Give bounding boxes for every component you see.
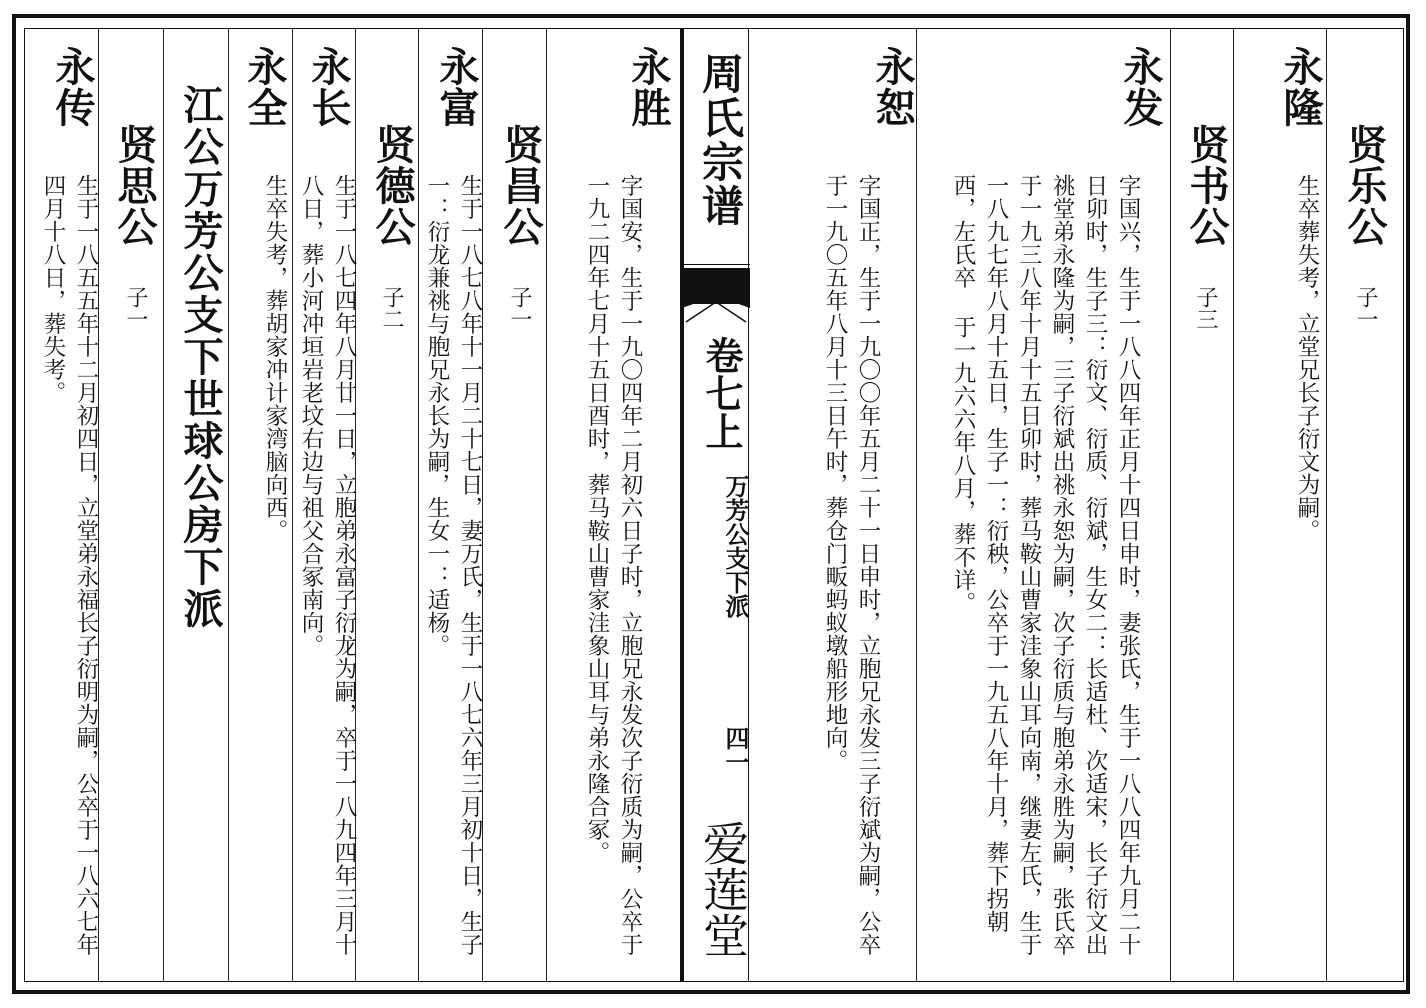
generation-name: 贤思公 <box>111 124 158 247</box>
person-name: 永恕 <box>869 46 916 128</box>
volume-label: 卷七上 <box>699 336 744 450</box>
generation-name: 贤昌公 <box>497 124 544 247</box>
branch-label: 万芳公支下派 <box>721 474 750 618</box>
biography-text: 生于一八五五年十二月初四日，立堂弟永福长子衍明为嗣，公卒于一八六七年四月十八日，葬失考。 <box>40 174 99 956</box>
biography-text: 生于一八七八年十一月二十七日，妻万氏，生于一八七六年三月初十日，生子一：衍龙兼祧与胞兄永长为嗣，生女一：适杨。 <box>424 174 483 956</box>
person-name: 永发 <box>1117 46 1164 128</box>
biography-text: 生卒葬失考，立堂兄长子衍文为嗣。 <box>1294 174 1320 542</box>
person-name: 永全 <box>241 46 288 128</box>
sons-count: 子一 <box>1353 286 1378 330</box>
column-divider <box>163 29 164 981</box>
person-name: 永胜 <box>625 46 672 128</box>
sons-count: 子二 <box>379 286 404 330</box>
column-divider <box>916 29 917 981</box>
column-divider <box>292 29 293 981</box>
biography-text: 字国安，生于一九〇四年二月初六日子时，立胞兄永发次子衍质为嗣，公卒于一九二四年七月十五日酉时，葬马鞍山曹家洼象山耳与弟永隆合冢。 <box>584 174 643 956</box>
column-divider <box>1170 29 1171 981</box>
biography-text: 生于一八七四年八月廿一日，立胞弟永富子衍龙为嗣，卒于一八九四年三月十八日，葬小河冲垣岩老坟右边与祖父合冢南向。 <box>298 174 357 956</box>
generation-name: 贤书公 <box>1183 124 1230 247</box>
hall-name: 爱莲堂 <box>696 820 750 958</box>
biography-text: 字国正，生于一九〇〇年五月二十一日申时，立胞兄永发三子衍斌为嗣，公卒于一九〇五年八月十三日午时，葬仓门畈蚂蚁墩船形地向。 <box>822 174 881 956</box>
sons-count: 子一 <box>507 286 532 330</box>
person-name: 永富 <box>433 46 480 128</box>
generation-name: 贤德公 <box>369 124 416 247</box>
sons-count: 子三 <box>1193 286 1218 330</box>
person-name: 永隆 <box>1277 46 1324 128</box>
book-title: 周氏宗谱 <box>696 52 745 228</box>
chevron-ornament <box>682 296 750 336</box>
band-rule <box>682 264 750 265</box>
person-name: 永传 <box>49 46 96 128</box>
sons-count: 子一 <box>123 286 148 330</box>
generation-name: 贤乐公 <box>1341 124 1388 247</box>
page-number: 四一 <box>721 726 750 774</box>
biography-text: 生卒失考，葬胡家冲计家湾脑向西。 <box>262 174 288 542</box>
branch-heading: 江公万芳公支下世球公房下派 <box>177 84 224 630</box>
person-name: 永长 <box>305 46 352 128</box>
biography-text: 字国兴，生于一八八四年正月十四日申时，妻张氏，生于一八八四年九月二十日卯时，生子三：衍文、衍质、衍斌，生女二：长适杜、次适宋，长子衍文出祧堂弟永隆为嗣，三子衍斌出祧永恕为嗣，次子衍质与胞弟永胜为嗣，张氏卒于一九三八年十月十五日卯时，葬马鞍山曹家洼象山耳向南，继妻左氏，生于一八九七年八月十五日，生子一：衍秧，公卒于一九五八年十月，葬下拐朝西，左氏卒 于一九六六年八月，葬不详。 <box>950 174 1141 956</box>
gutter-line-left <box>680 29 684 981</box>
column-divider <box>1326 29 1327 981</box>
